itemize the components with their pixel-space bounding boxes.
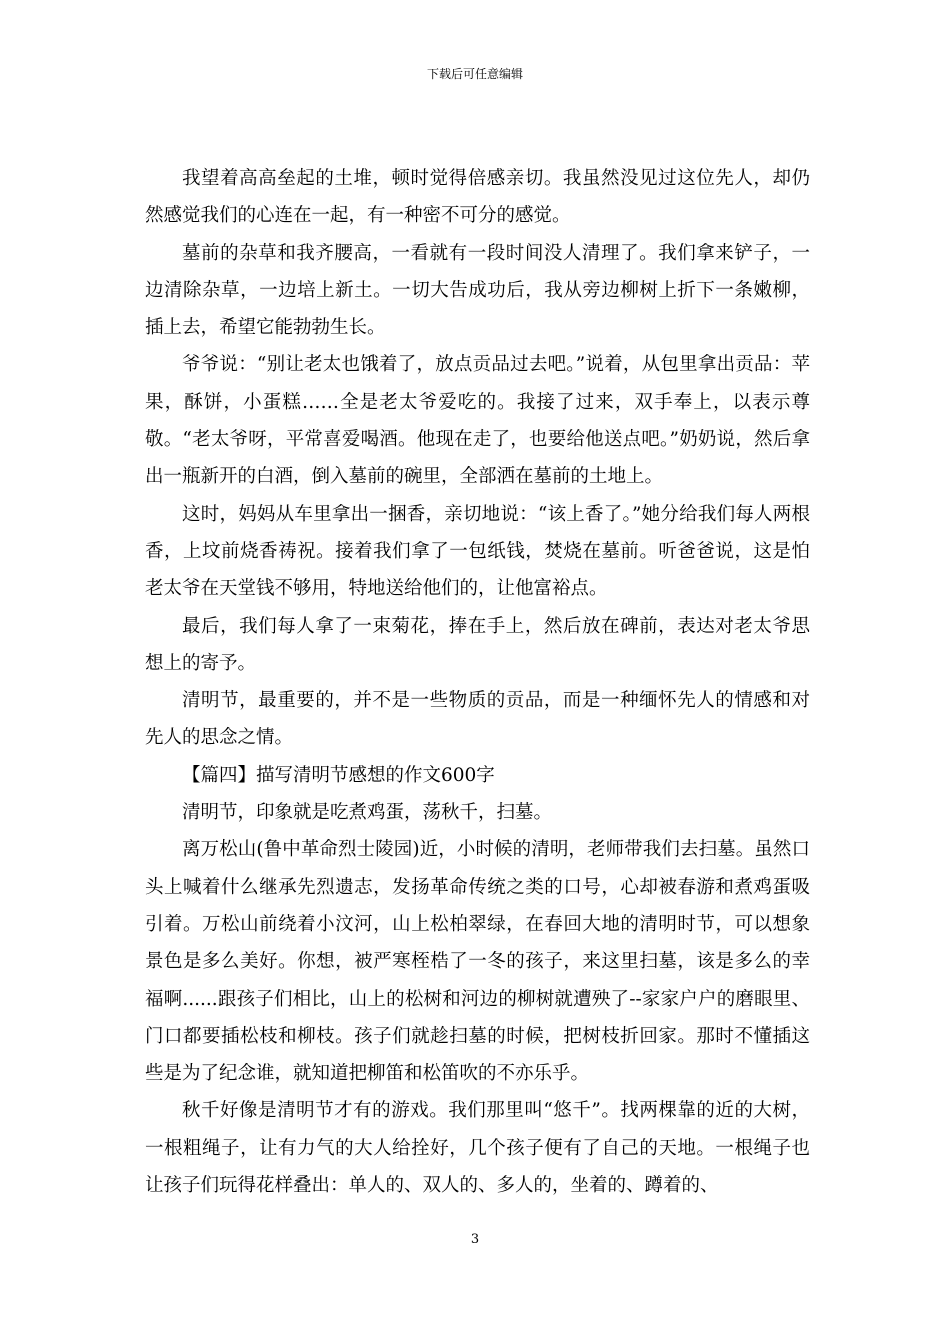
paragraph: 爷爷说：“别让老太也饿着了，放点贡品过去吧。”说着，从包里拿出贡品：苹果，酥饼，小蛋糕……全是老太爷爱吃的。我接了过来，双手奉上，以表示尊敬。“老太爷呀，平常喜爱喝酒。他现在走了，也要给他送点吧。”奶奶说，然后拿出一瓶新开的白酒，倒入墓前的碗里，全部洒在墓前的土地上。 (145, 354, 810, 488)
paragraph: 我望着高高垒起的土堆，顿时觉得倍感亲切。我虽然没见过这位先人，却仍然感觉我们的心连在一起，有一种密不可分的感觉。 (145, 168, 810, 227)
paragraph: 清明节，印象就是吃煮鸡蛋，荡秋千，扫墓。 (182, 802, 553, 824)
page-number: 3 (470, 1232, 480, 1247)
paragraph: 最后，我们每人拿了一束菊花，捧在手上，然后放在碑前，表达对老太爷思想上的寄予。 (145, 615, 810, 674)
paragraph: 这时，妈妈从车里拿出一捆香，亲切地说：“该上香了。”她分给我们每人两根香，上坟前烧香祷祝。接着我们拿了一包纸钱，焚烧在墓前。听爸爸说，这是怕老太爷在天堂钱不够用，特地送给他们的，让他富裕点。 (145, 503, 810, 600)
paragraph: 墓前的杂草和我齐腰高，一看就有一段时间没人清理了。我们拿来铲子，一边清除杂草，一边培上新土。一切大告成功后，我从旁边柳树上折下一条嫩柳，插上去，希望它能勃勃生长。 (145, 242, 810, 339)
section-heading: 【篇四】描写清明节感想的作文600字 (182, 764, 495, 786)
paragraph: 秋千好像是清明节才有的游戏。我们那里叫“悠千”。找两棵靠的近的大树，一根粗绳子，让有力气的大人给拴好，几个孩子便有了自己的天地。一根绳子也让孩子们玩得花样叠出：单人的、双人的、多人的，坐着的、蹲着的、 (145, 1100, 810, 1197)
paragraph: 离万松山(鲁中革命烈士陵园)近，小时候的清明，老师带我们去扫墓。虽然口头上喊着什么继承先烈遗志，发扬革命传统之类的口号，心却被春游和煮鸡蛋吸引着。万松山前绕着小汶河，山上松柏翠绿，在春回大地的清明时节，可以想象景色是多么美好。你想，被严寒桎梏了一冬的孩子，来这里扫墓，该是多么的幸福啊......跟孩子们相比，山上的松树和河边的柳树就遭殃了--家家户户的磨眼里、门口都要插松枝和柳枝。孩子们就趁扫墓的时候，把树枝折回家。那时不懂插这些是为了纪念谁，就知道把柳笛和松笛吹的不亦乐乎。 (145, 839, 810, 1085)
paragraph: 清明节，最重要的，并不是一些物质的贡品，而是一种缅怀先人的情感和对先人的思念之情。 (145, 690, 810, 749)
document-body (145, 160, 810, 1204)
page-header: 下载后可任意编辑 (426, 67, 523, 81)
